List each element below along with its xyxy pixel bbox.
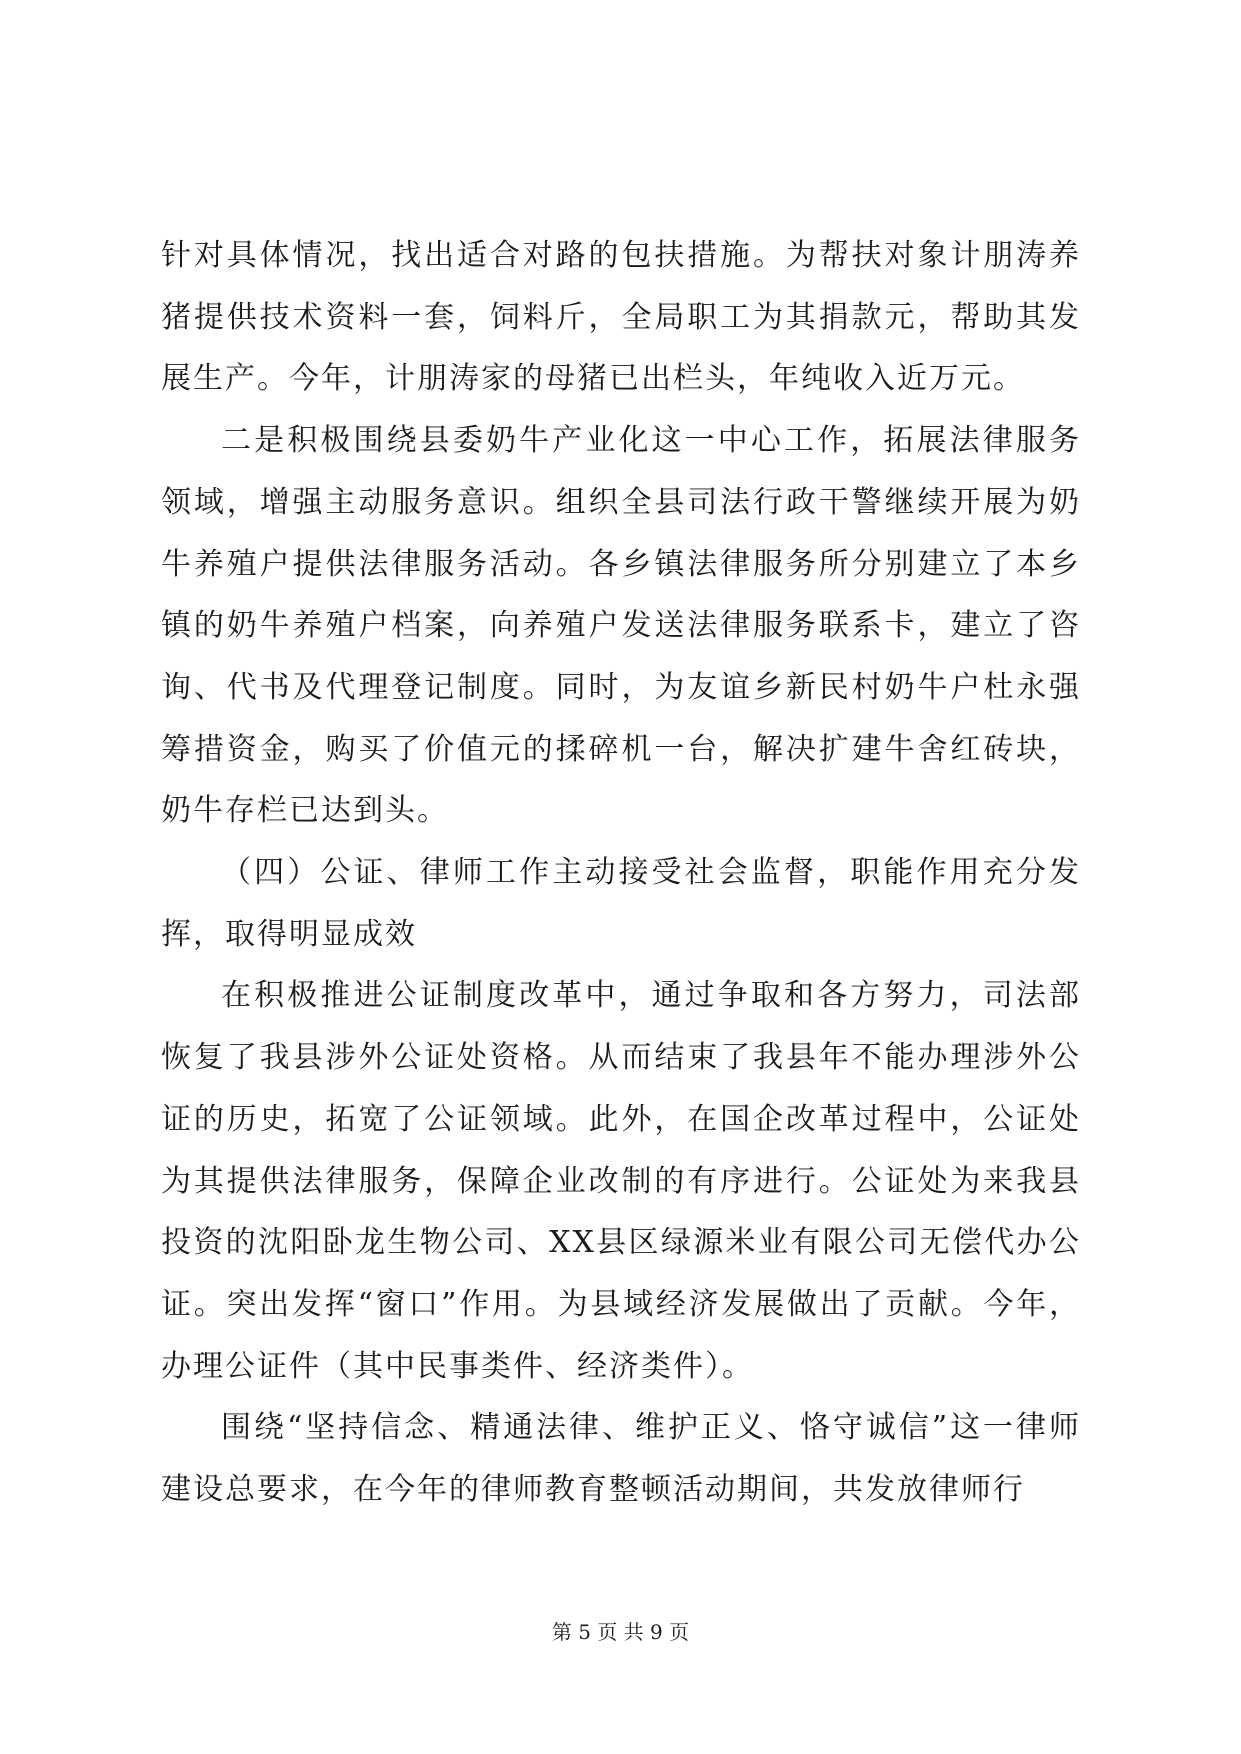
paragraph-5: 围绕“坚持信念、精通法律、维护正义、恪守诚信”这一律师建设总要求，在今年的律师教育整顿活动期间，共发放律师行 <box>161 1410 1081 1508</box>
paragraph-1: 针对具体情况，找出适合对路的包扶措施。为帮扶对象计朋涛养猪提供技术资料一套，饲料斤，全局职工为其捐款元，帮助其发展生产。今年，计朋涛家的母猪已出栏头，年纯收入近万元。 <box>161 238 1081 397</box>
paragraph-4: 在积极推进公证制度改革中，通过争取和各方努力，司法部恢复了我县涉外公证处资格。从而结束了我县年不能办理涉外公证的历史，拓宽了公证领域。此外，在国企改革过程中，公证处为其提供法律服务，保障企业改制的有序进行。公证处为来我县投资的沈阳卧龙生物公司、XX县区绿源米业有限公司无偿代办公证。突出发挥“窗口”作用。为县域经济发展做出了贡献。今年，办理公证件（其中民事类件、经济类件）。 <box>161 978 1081 1384</box>
paragraph-2: 二是积极围绕县委奶牛产业化这一中心工作，拓展法律服务领域，增强主动服务意识。组织全县司法行政干警继续开展为奶牛养殖户提供法律服务活动。各乡镇法律服务所分别建立了本乡镇的奶牛养殖户档案，向养殖户发送法律服务联系卡，建立了咨询、代书及代理登记制度。同时，为友谊乡新民村奶牛户杜永强筹措资金，购买了价值元的揉碎机一台，解决扩建牛舍红砖块，奶牛存栏已达到头。 <box>161 423 1081 829</box>
section-heading-4: （四）公证、律师工作主动接受社会监督，职能作用充分发挥，取得明显成效 <box>161 855 1081 952</box>
page-number-footer: 第 5 页 共 9 页 <box>551 1620 690 1644</box>
document-body <box>161 225 1081 1521</box>
